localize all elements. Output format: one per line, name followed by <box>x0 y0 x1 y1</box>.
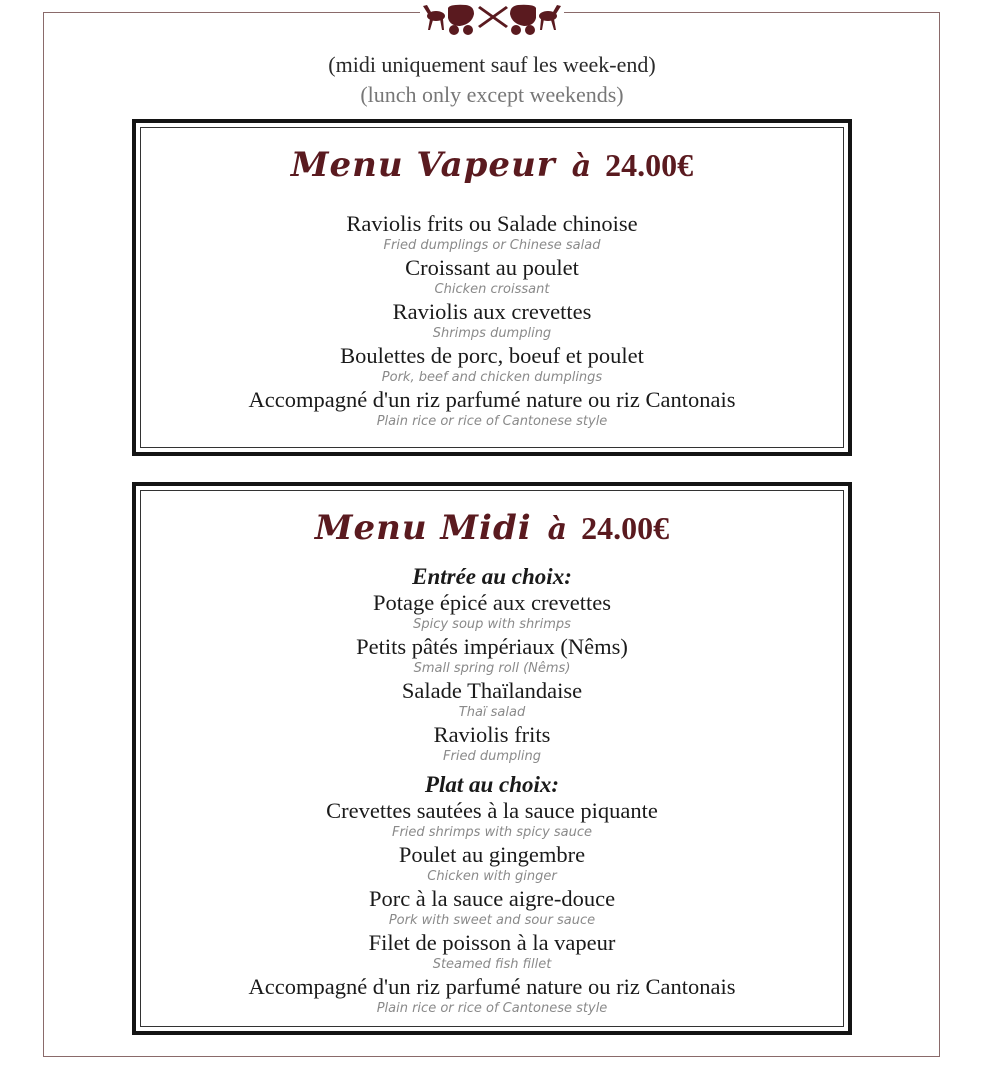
dish-name: Crevettes sautées à la sauce piquante <box>326 798 658 823</box>
menu-vapeur-box <box>132 119 852 456</box>
menu-midi-price: 24.00€ <box>581 510 670 546</box>
dish-translation: Steamed fish fillet <box>432 957 552 972</box>
menu-vapeur-price-prefix: à <box>571 149 592 184</box>
lunch-notice-english: (lunch only except weekends) <box>360 82 624 107</box>
plat-heading: Plat au choix: <box>424 772 560 797</box>
dish-name: Raviolis aux crevettes <box>392 299 592 324</box>
menu-midi-name: Menu Midi <box>314 508 532 548</box>
dish-name: Petits pâtés impériaux (Nêms) <box>356 634 628 659</box>
dish-translation: Shrimps dumpling <box>432 326 552 341</box>
menu-vapeur-name: Menu Vapeur <box>290 145 556 185</box>
dish-translation: Fried shrimps with spicy sauce <box>391 825 593 840</box>
dish-name: Raviolis frits ou Salade chinoise <box>346 211 638 236</box>
dish-name: Poulet au gingembre <box>398 842 586 867</box>
carriage-logo-icon <box>420 0 564 42</box>
dish-translation: Fried dumplings or Chinese salad <box>383 238 601 253</box>
dish-name: Potage épicé aux crevettes <box>372 590 611 615</box>
dish-translation: Chicken with ginger <box>427 869 557 884</box>
dish-translation: Thaï salad <box>458 705 526 720</box>
dish-name: Accompagné d'un riz parfumé nature ou riz Cantonais <box>248 387 736 412</box>
dish-translation: Spicy soup with shrimps <box>413 617 571 632</box>
dish-translation: Pork, beef and chicken dumplings <box>381 370 603 385</box>
dish-name: Accompagné d'un riz parfumé nature ou riz Cantonais <box>248 974 736 999</box>
menu-vapeur-title <box>136 145 848 185</box>
dish-translation: Fried dumpling <box>443 749 541 764</box>
dish-translation: Chicken croissant <box>434 282 550 297</box>
menu-midi-box <box>132 482 852 1035</box>
menu-vapeur-price: 24.00€ <box>605 147 694 183</box>
dish-name: Filet de poisson à la vapeur <box>368 930 616 955</box>
dish-name: Boulettes de porc, boeuf et poulet <box>340 343 644 368</box>
menu-midi-title <box>136 508 848 548</box>
dish-translation: Small spring roll (Nêms) <box>413 661 571 676</box>
dish-name: Porc à la sauce aigre-douce <box>368 886 616 911</box>
dish-translation: Pork with sweet and sour sauce <box>388 913 596 928</box>
dish-name: Salade Thaïlandaise <box>401 678 583 703</box>
dish-name: Croissant au poulet <box>405 255 579 280</box>
dish-name: Raviolis frits <box>433 722 551 747</box>
dish-translation: Plain rice or rice of Cantonese style <box>376 414 608 429</box>
menu-midi-price-prefix: à <box>547 512 568 547</box>
menu-vapeur-items <box>136 211 848 431</box>
menu-midi-items <box>136 564 848 1018</box>
entree-heading: Entrée au choix: <box>412 564 572 589</box>
lunch-notice-french: (midi uniquement sauf les week-end) <box>328 52 656 77</box>
dish-translation: Plain rice or rice of Cantonese style <box>376 1001 608 1016</box>
